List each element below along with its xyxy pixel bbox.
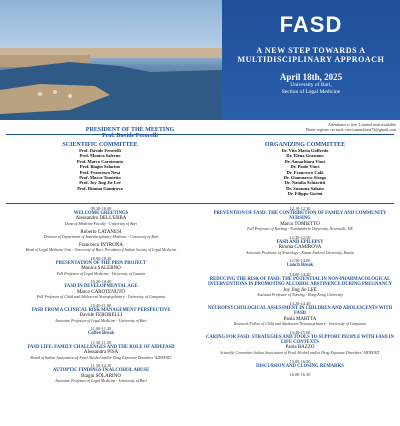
title-banner [222, 0, 400, 120]
program-speaker: Monica SALERNO [81, 266, 121, 272]
venue-line2: Section of Legal Medicine [281, 89, 341, 95]
program-title: WELCOME GREETINGS [73, 211, 129, 216]
program-title: PRESENTATION OF THE PRIN PROJECT [55, 260, 147, 266]
program-time: 16.00-16.30 [289, 371, 311, 377]
program-time: 12.50-14.00 [289, 258, 311, 264]
organizing-label: ORGANIZING COMMITTEE [264, 142, 346, 148]
program-aff: Scientific Committee Italian Association of Fetal Alcohol and/or Drug Exposure Disorders 'AIDEFAD' [220, 351, 380, 356]
program-aff: Dean of Medicine Faculty - University of Bari [64, 222, 138, 226]
program-time: 11.50-12.10 [90, 363, 112, 369]
program-speaker: Davide FERORELLI [79, 313, 123, 319]
program-aff: Associate Professor of Legal Medicine - University of Bari [55, 318, 147, 323]
program-aff: Associate Professor of Neurology - Kazan Federal University, Russia [246, 250, 354, 255]
program-item [6, 279, 196, 300]
tagline-line1: A NEW STEP TOWARDS A [256, 46, 366, 55]
program-item [205, 206, 395, 232]
program-title: FASD FROM A CLINICAL RISK MANAGEMENT PERSPECTIVE [31, 307, 171, 313]
program-title: FASD IN DEVELOPMENTAL AGE [64, 284, 138, 290]
program-item [205, 258, 395, 268]
program-aff: Head of Legal Medicine Unit - University of Bari; President of Italian Society of Legal Medicine [25, 248, 177, 253]
program-title: AUTOPTIC FINDINGS IN ALCOHOL ABUSE [52, 368, 150, 374]
program-item [6, 340, 196, 361]
program-speaker: Paola BAZZO [285, 345, 315, 351]
president-name: Prof. Davide Ferorelli [102, 133, 158, 139]
tagline-line2: MULTIDISCIPLINARY APPROACH [237, 55, 385, 64]
program-aff: Full Professor of Nursing - Northumbria University, Newcastle, UK [247, 227, 353, 232]
program-time: 09.30-10.00 [90, 206, 112, 211]
program-title: DISCUSSION AND CLOSING REMARKS [256, 363, 344, 369]
organizing-committee [235, 142, 375, 197]
program-speaker: Alessandro DELL'ERBA [75, 216, 127, 222]
program-aff: Full Professor of Legal Medicine - University of Catania [56, 271, 146, 276]
program-item [6, 243, 196, 253]
program-time: 14.20-14.40 [289, 300, 311, 306]
program-item [205, 301, 395, 327]
program-title: FASD LIFE: FAMILY CHALLENGES AND THE ROLE OF AIDEFASD [27, 344, 175, 350]
program-item [6, 230, 196, 240]
attendance-note: Attendance is free. Limited seats available Please register via mail: vinci.annachiara73@gmail.com [305, 122, 396, 132]
program-item [6, 256, 196, 277]
program-aff: Full Professor of Child and Adolescent Neuropsychiatry - University of Campania [36, 295, 166, 300]
program-aff: Research Fellow of Child and Adolescent Neuropsychiatry - University of Campania [234, 322, 366, 327]
program-aff: Assistant Professor of Nursing - Hong Kong University [257, 293, 343, 298]
venue-line1: University of Bari, [290, 82, 332, 88]
program-aff: Board of Italian Association of Fetal Alcohol and/or Drug Exposure Disorders 'AIDEFAD' [30, 355, 172, 360]
program-time: 11.30-11.50 [90, 339, 112, 345]
program-speaker: Paola MARTTA [283, 316, 317, 322]
program-time: 10.20-10.40 [90, 279, 112, 285]
program-time: 12.30-12.50 [289, 234, 311, 240]
program-speaker: Alessandra PISA [83, 350, 119, 355]
program-time: 10.00-10.20 [90, 255, 112, 261]
program-speaker: Joy Jing Jie LEE [283, 287, 317, 293]
divider-mid [6, 203, 394, 204]
program-speaker: Biagio SOLARINO [81, 373, 121, 379]
program-item [6, 363, 196, 384]
program-title: PREVENTION OF FASD: THE CONTRIBUTION OF FAMILY AND COMMUNITY NURSING [213, 211, 387, 222]
program-item [6, 326, 196, 336]
program-time: 12.10-12.30 [289, 206, 311, 211]
scientific-members: Prof. Davide Ferorelli Prof. Monica Salerno Prof. Marco Carotenuto Prof. Biagio Solarino Prof. Francesco Nesa Prof. Marco Tomietto Prof. Joy Jing Jie Lee Prof. Rimma Gamirova [76, 148, 124, 191]
program-item [205, 330, 395, 356]
program-speaker: Marco TOMIETTO [280, 221, 320, 227]
program-right [205, 206, 395, 380]
program-time: 14.00-14.20 [289, 271, 311, 277]
program-title: REDUCING THE RISK OF FASD: THE POTENTIAL IN NON-PHARMACOLOGICAL INTERVENTIONS IN PROMOTING ALCOHOL ABSTINENCE DURING PREGNANCY [208, 276, 392, 288]
program-title: Coffee Break [87, 331, 115, 337]
program-item [205, 372, 395, 377]
program-item [205, 359, 395, 369]
program-time: 15.00-16.00 [289, 358, 311, 364]
program-speaker: Rimma GAMIROVA [278, 245, 322, 251]
organizing-members: Dr. Vito Maria Goffredo Dr. Elena Graziano Dr. Annachiara Vinci Dr. Paolo Vinci Dr. Francesco Calò Dr. Gianmarco Sirago Dr. Natalia Schiavitti Dr. Susanna Sabato Dr. Filippo Gorini [281, 148, 329, 197]
president-block [40, 127, 220, 139]
city-skyline-image [0, 0, 222, 120]
program-item [205, 272, 395, 298]
scientific-committee [30, 142, 170, 191]
program-aff: Associate Professor of Legal Medicine - University of Bari [55, 379, 147, 384]
program-title: CARING FOR FASD: STRATEGIES AND TOOLS TO SUPPORT PEOPLE WITH FASD IN LIFE CONTEXTS [205, 334, 395, 346]
program-time: 14.40-15.00 [289, 329, 311, 335]
program-item [6, 303, 196, 324]
program-speaker: Francesco INTRONA [78, 242, 124, 248]
scientific-label: SCIENTIFIC COMMITTEE [62, 142, 138, 148]
event-date: April 18th, 2025 [279, 72, 343, 82]
program-title: FASD AND EPILEPSY [276, 239, 324, 245]
program-time: 11.00-11.30 [90, 326, 112, 332]
program-speaker: Marco CAROTENUTO [76, 289, 126, 295]
program-item [205, 235, 395, 256]
program-aff: Director of Department of Interdisciplinary Medicine - University of Bari [43, 235, 159, 240]
harbor-photo [0, 0, 222, 120]
program-title: NEUROPSYCHOLOGICAL ASSESSMENT IN CHILDREN AND ADOLESCENTS WITH FASD [207, 305, 393, 317]
president-label: PRESIDENT OF THE MEETING [85, 127, 175, 133]
event-title: FASD [279, 12, 343, 37]
program-item [6, 206, 196, 227]
program-time: 10.40-11.00 [90, 302, 112, 308]
program-title: Lunch Break [286, 263, 314, 269]
program-speaker: Roberto CATANESI [80, 229, 122, 235]
program-left [6, 206, 196, 387]
